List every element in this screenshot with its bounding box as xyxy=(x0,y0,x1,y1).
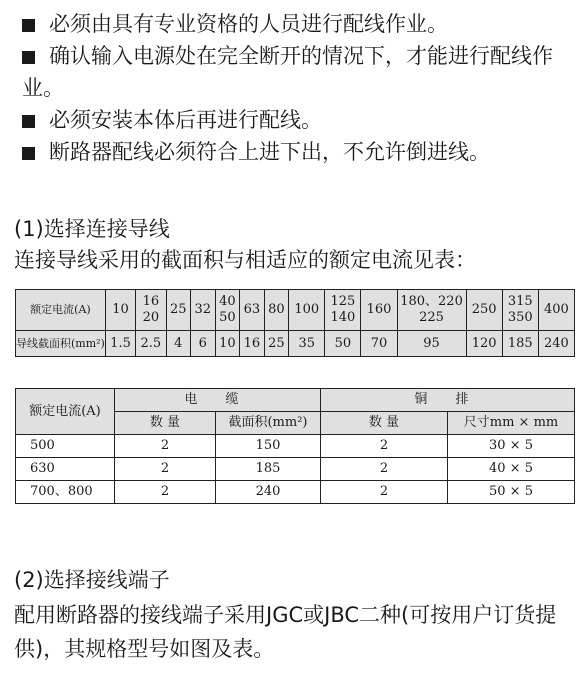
table-cell: 63 xyxy=(240,290,265,331)
square-bullet-icon xyxy=(22,19,35,32)
bullet-item xyxy=(22,104,582,136)
table-cell: 700、800 xyxy=(16,481,115,504)
bullet-item xyxy=(22,40,582,104)
table-cell: 10 xyxy=(215,331,240,357)
table-cell: 16 20 xyxy=(136,290,166,331)
table-cell: 40 50 xyxy=(215,290,240,331)
square-bullet-icon xyxy=(22,51,35,64)
table-row xyxy=(16,481,575,504)
table-row xyxy=(16,389,575,412)
table-cell: 240 xyxy=(216,481,321,504)
table-cell: 50 xyxy=(325,331,361,357)
bullet-item xyxy=(22,136,582,168)
table-cell: 32 xyxy=(191,290,216,331)
table-header-cell: 尺寸mm × mm xyxy=(448,412,575,435)
bullet-text: 必须安装本体后再进行配线。 xyxy=(49,108,322,132)
table-row xyxy=(16,435,575,458)
table-cell: 40 × 5 xyxy=(448,458,575,481)
bullet-list xyxy=(22,8,582,168)
table-cell: 10 xyxy=(105,290,135,331)
table-cell: 160 xyxy=(361,290,397,331)
table-cell: 240 xyxy=(538,331,574,357)
table-cell: 4 xyxy=(166,331,191,357)
wire-section-table xyxy=(15,289,575,357)
table-header-cell: 额定电流(A) xyxy=(16,389,115,435)
table-cell: 95 xyxy=(397,331,466,357)
table-cell: 400 xyxy=(538,290,574,331)
bullet-text: 断路器配线必须符合上进下出，不允许倒进线。 xyxy=(49,140,490,164)
table-cell: 185 xyxy=(216,458,321,481)
table-header-cell: 数 量 xyxy=(321,412,448,435)
table-cell: 16 xyxy=(240,331,265,357)
bullet-text: 必须由具有专业资格的人员进行配线作业。 xyxy=(49,12,448,36)
table-cell: 6 xyxy=(191,331,216,357)
table-header-cell: 数 量 xyxy=(115,412,216,435)
table-cell: 125 140 xyxy=(325,290,361,331)
table-cell: 50 × 5 xyxy=(448,481,575,504)
table-cell: 2 xyxy=(321,435,448,458)
table-row xyxy=(16,331,575,357)
table-cell: 25 xyxy=(264,331,289,357)
bullet-text: 确认输入电源处在完全断开的情况下，才能进行配线作业。 xyxy=(22,44,553,100)
section1-title: (1)选择连接导线 xyxy=(14,217,170,241)
table-header-cell: 额定电流(A) xyxy=(16,290,106,331)
table-cell: 185 xyxy=(502,331,538,357)
table-cell: 630 xyxy=(16,458,115,481)
section2-title: (2)选择接线端子 xyxy=(14,568,170,592)
table-header-cell: 截面积(mm²) xyxy=(216,412,321,435)
table-cell: 120 xyxy=(466,331,502,357)
table-cell: 2 xyxy=(115,458,216,481)
table-header-cell: 铜 排 xyxy=(321,389,575,412)
square-bullet-icon xyxy=(22,115,35,128)
table-cell: 2 xyxy=(321,481,448,504)
table-cell: 30 × 5 xyxy=(448,435,575,458)
table-cell: 1.5 xyxy=(105,331,135,357)
section1-text: 连接导线采用的截面积与相适应的额定电流见表： xyxy=(14,248,476,272)
table-cell: 2.5 xyxy=(136,331,166,357)
cable-busbar-table xyxy=(15,388,575,504)
table-cell: 500 xyxy=(16,435,115,458)
table-cell: 250 xyxy=(466,290,502,331)
bullet-item xyxy=(22,8,582,40)
table-cell: 2 xyxy=(321,458,448,481)
table-cell: 25 xyxy=(166,290,191,331)
table-cell: 70 xyxy=(361,331,397,357)
table-cell: 80 xyxy=(264,290,289,331)
table-header-cell: 导线截面积(mm²) xyxy=(16,331,106,357)
table-row xyxy=(16,290,575,331)
table-cell: 2 xyxy=(115,435,216,458)
table-cell: 35 xyxy=(289,331,325,357)
table-cell: 150 xyxy=(216,435,321,458)
table-cell: 2 xyxy=(115,481,216,504)
table-header-cell: 电 缆 xyxy=(115,389,321,412)
table-row xyxy=(16,458,575,481)
table-cell: 180、220 225 xyxy=(397,290,466,331)
square-bullet-icon xyxy=(22,147,35,160)
table-cell: 100 xyxy=(289,290,325,331)
table-cell: 315 350 xyxy=(502,290,538,331)
section2-text: 配用断路器的接线端子采用JGC或JBC二种(可按用户订货提供)，其规格型号如图及表。 xyxy=(14,603,557,661)
